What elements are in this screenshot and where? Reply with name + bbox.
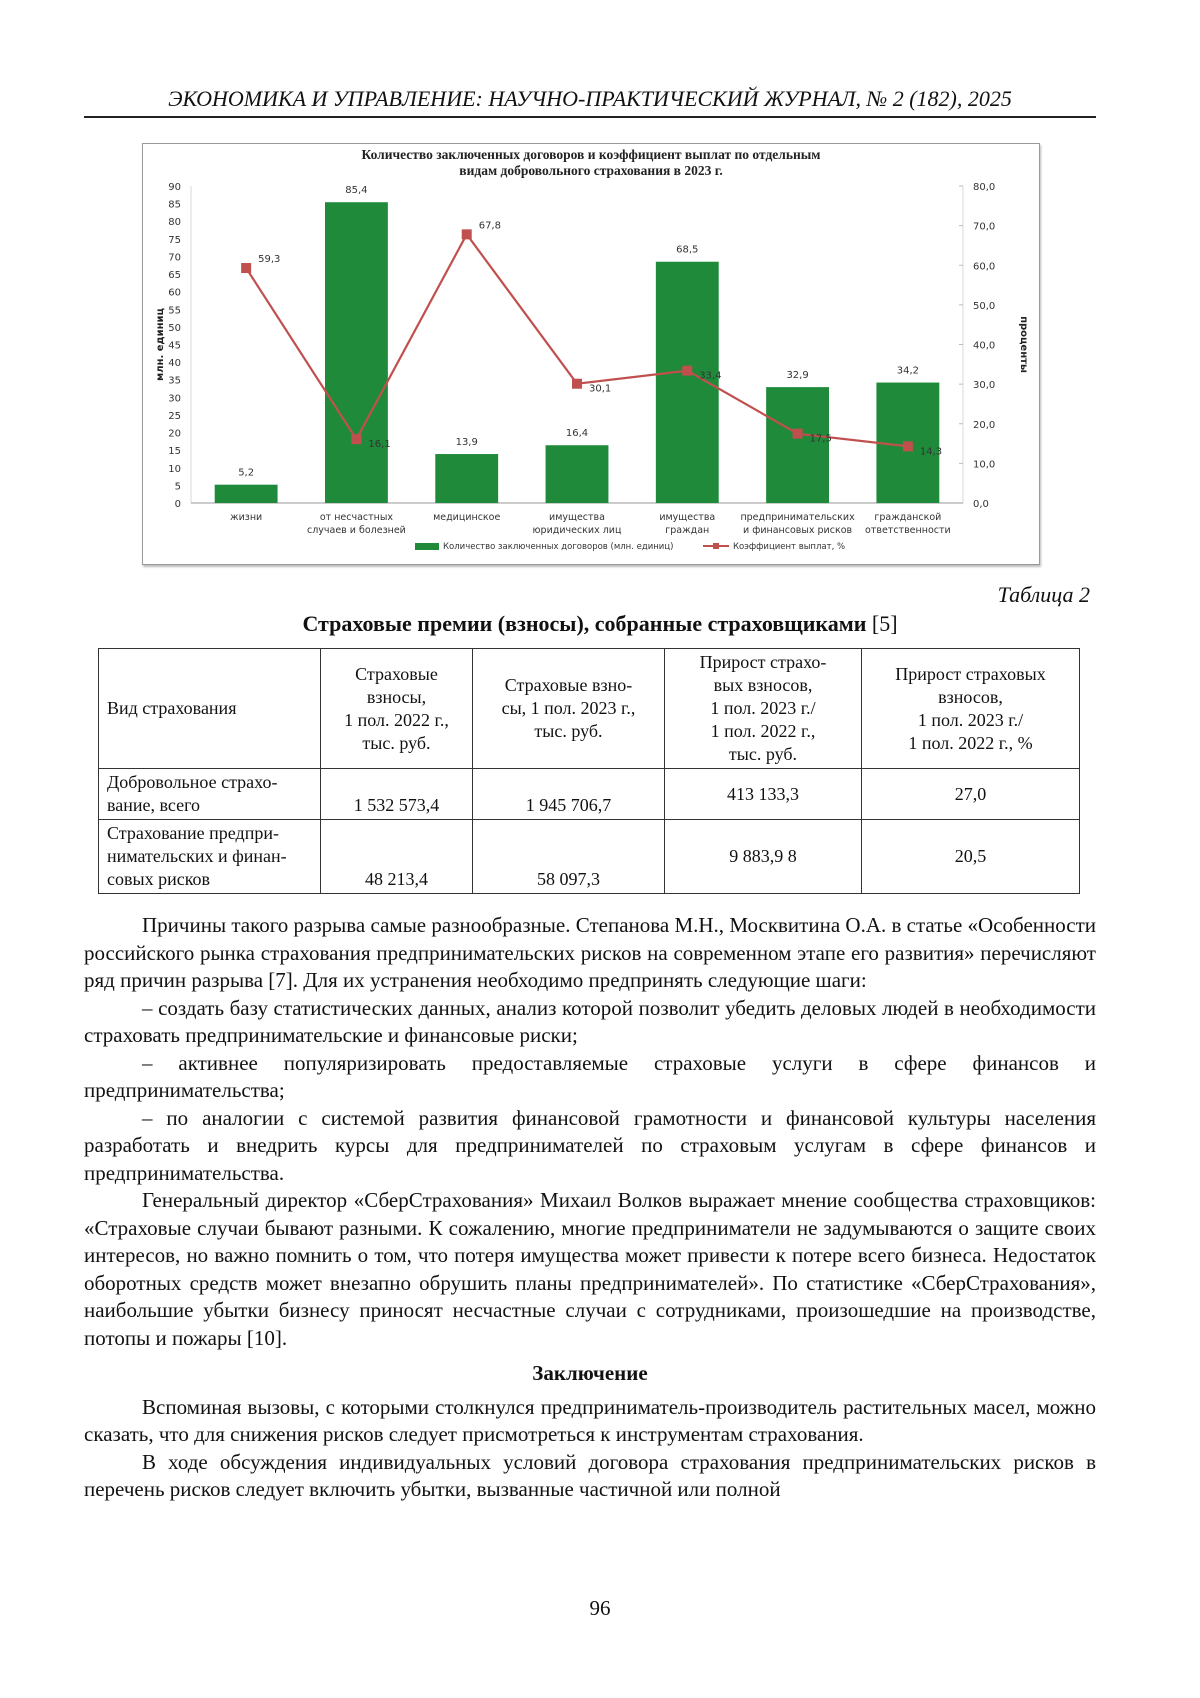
cell-line: 1 пол. 2022 г., % — [908, 732, 1033, 753]
bar — [325, 202, 391, 503]
chart-canvas — [143, 144, 1039, 564]
y-tick-label: 40 — [168, 358, 181, 370]
paragraph: Причины такого разрыва самые разнообразные. Степанова М.Н., Москвитина О.А. в статье «Особенности российского рынка страхования предпринимательских рисков на современном этапе его развития» перечисляют ряд причин разрыва [7]. Для их устранения необходимо предпринять следующие шаги: — [84, 913, 1096, 992]
y-tick-label: 60 — [168, 287, 181, 299]
legend-bar-label: Количество заключенных договоров (млн. единиц) — [443, 542, 674, 552]
cell-line: Страховые взно- — [504, 675, 633, 695]
x-tick-label: юридических лиц — [532, 525, 622, 536]
row-v2022: 48 213,4 — [321, 820, 473, 894]
row-growth-abs: 9 883,9 8 — [665, 820, 862, 894]
y-tick-label: 50 — [168, 322, 181, 334]
x-tick-label: предпринимательских — [740, 512, 855, 523]
legend-bar-swatch — [415, 543, 439, 550]
combo-chart — [142, 143, 1040, 565]
x-tick-label: граждан — [665, 525, 710, 536]
y-tick-label: 5 — [174, 481, 181, 493]
header-2022 — [321, 649, 473, 769]
table-label: Таблица 2 — [997, 582, 1090, 607]
y2-tick-label: 70,0 — [973, 221, 996, 233]
y-tick-label: 10 — [168, 463, 181, 475]
y-tick-label: 75 — [168, 234, 181, 246]
premiums-table — [98, 648, 1080, 894]
y-tick-label: 70 — [168, 252, 181, 264]
header-type — [99, 649, 321, 769]
row-name — [99, 820, 321, 894]
x-tick-label: имущества — [659, 512, 716, 523]
row-v2023: 58 097,3 — [473, 820, 665, 894]
header-growth-abs — [665, 649, 862, 769]
bar — [766, 387, 829, 503]
x-tick-label: случаев и болезней — [306, 525, 406, 536]
row-growth-pct: 20,5 — [862, 820, 1080, 894]
y2-tick-label: 10,0 — [973, 459, 996, 471]
y2-tick-label: 60,0 — [973, 261, 996, 273]
row-name — [99, 769, 321, 820]
bar — [435, 454, 498, 503]
cell-line: 1 пол. 2022 г., — [344, 709, 449, 730]
y2-tick-label: 20,0 — [973, 419, 996, 431]
y-tick-label: 30 — [168, 393, 181, 405]
y-tick-label: 80 — [168, 217, 181, 229]
paragraph: В ходе обсуждения индивидуальных условий договора страхования предпринимательских рисков в перечень рисков следует включить убытки, вызванные частичной или полной — [84, 1449, 1096, 1501]
table-header-row — [99, 649, 1080, 769]
table-row — [99, 769, 1080, 820]
cell-line: взносы, — [366, 686, 427, 707]
article-body — [84, 912, 1096, 1504]
y2-tick-label: 50,0 — [973, 300, 996, 312]
bar-data-label: 85,4 — [345, 185, 368, 197]
cell-line: совых рисков — [107, 869, 211, 889]
cell-line: тыс. руб. — [362, 732, 431, 753]
legend-line-marker — [713, 543, 719, 549]
y-tick-label: 45 — [168, 340, 181, 352]
bar — [215, 485, 278, 503]
y2-tick-label: 80,0 — [973, 182, 996, 193]
bar — [546, 445, 609, 503]
bar-data-label: 34,2 — [896, 365, 919, 377]
cell-line: тыс. руб. — [728, 744, 798, 764]
y2-tick-label: 30,0 — [973, 380, 996, 392]
y2-axis-label: проценты — [1018, 316, 1029, 373]
table-title-ref: [5] — [871, 611, 898, 636]
row-v2022: 1 532 573,4 — [321, 769, 473, 820]
line-marker — [462, 229, 472, 239]
line-data-label: 16,1 — [368, 439, 391, 451]
cell-line: Страхование предпри- — [107, 823, 279, 843]
line-data-label: 59,3 — [258, 254, 281, 266]
y2-tick-label: 40,0 — [973, 340, 996, 352]
x-tick-label: от несчастных — [319, 512, 394, 523]
page-number: 96 — [589, 1596, 611, 1620]
line-marker — [682, 366, 692, 376]
line-marker — [793, 429, 803, 439]
header-growth-pct — [862, 649, 1080, 769]
cell-line: 1 пол. 2023 г./ — [710, 698, 816, 718]
y-tick-label: 25 — [168, 410, 181, 422]
bar-data-label: 68,5 — [676, 244, 699, 256]
y-tick-label: 0 — [174, 499, 181, 510]
bar-data-label: 13,9 — [455, 437, 478, 449]
list-item: – активнее популяризировать предоставляемые страховые услуги в сфере финансов и предпринимательства; — [84, 1050, 1096, 1102]
y-tick-label: 20 — [168, 428, 181, 440]
table-title-text: Страховые премии (взносы), собранные страховщиками — [302, 611, 867, 636]
chart-title: Количество заключенных договоров и коэффициент выплат по отдельным — [361, 147, 821, 162]
list-item: – создать базу статистических данных, анализ которой позволит убедить деловых людей в необходимости страховать предпринимательские и финансовые риски; — [84, 995, 1096, 1047]
chart-title: видам добровольного страхования в 2023 г. — [459, 163, 723, 178]
x-tick-label: имущества — [549, 512, 605, 523]
y-tick-label: 90 — [168, 182, 181, 193]
row-growth-pct: 27,0 — [862, 769, 1080, 820]
line-marker — [572, 379, 582, 389]
cell-line: взносов, — [938, 686, 1003, 707]
y-tick-label: 85 — [168, 199, 181, 211]
x-tick-label: медицинское — [433, 512, 501, 523]
legend-line-label: Коэффициент выплат, % — [733, 542, 846, 552]
table-title — [0, 611, 1200, 637]
cell-line: вание, всего — [107, 795, 201, 815]
bar-data-label: 16,4 — [565, 428, 589, 440]
line-data-label: 17,5 — [809, 433, 832, 445]
cell-line: сы, 1 пол. 2023 г., — [501, 698, 636, 718]
line-data-label: 30,1 — [589, 383, 612, 395]
line-data-label: 14,3 — [919, 446, 943, 458]
row-growth-abs: 413 133,3 — [665, 769, 862, 820]
line-marker — [351, 434, 361, 444]
bar-data-label: 5,2 — [238, 467, 255, 479]
line-data-label: 67,8 — [478, 220, 501, 232]
cell-line: тыс. руб. — [534, 721, 603, 741]
cell-line: Страховые — [355, 663, 438, 684]
table-row — [99, 820, 1080, 894]
y-tick-label: 15 — [168, 446, 181, 458]
cell-line: Вид страхования — [107, 698, 237, 718]
y-tick-label: 35 — [168, 375, 181, 387]
section-title: Заключение — [532, 1361, 648, 1385]
bar-data-label: 32,9 — [786, 370, 809, 382]
line-data-label: 33,4 — [699, 370, 722, 382]
line-marker — [241, 263, 251, 273]
row-v2023: 1 945 706,7 — [473, 769, 665, 820]
list-item: – по аналогии с системой развития финансовой грамотности и финансовой культуры населения разработать и внедрить курсы для предпринимателей по страховым услугам в сфере финансов и предпринимательства. — [84, 1105, 1096, 1185]
cell-line: вых взносов, — [713, 675, 813, 695]
x-tick-label: и финансовых рисков — [743, 525, 853, 536]
cell-line: Прирост страховых — [895, 663, 1046, 684]
paragraph: Вспоминая вызовы, с которыми столкнулся предприниматель-производитель растительных масел, можно сказать, что для снижения рисков следует присмотреться к инструментам страхования. — [84, 1394, 1096, 1446]
cell-line: нимательских и финан- — [107, 846, 287, 866]
y-tick-label: 65 — [168, 270, 181, 282]
cell-line: Добровольное страхо- — [107, 772, 278, 792]
cell-line: 1 пол. 2023 г./ — [917, 709, 1024, 730]
line-marker — [903, 441, 913, 451]
y2-tick-label: 0,0 — [973, 499, 989, 510]
x-tick-label: гражданской — [874, 512, 942, 523]
cell-line: 1 пол. 2022 г., — [710, 721, 816, 741]
journal-header: ЭКОНОМИКА И УПРАВЛЕНИЕ: НАУЧНО-ПРАКТИЧЕСКИЙ ЖУРНАЛ, № 2 (182), 2025 — [84, 86, 1096, 118]
header-2023 — [473, 649, 665, 769]
y-tick-label: 55 — [168, 305, 181, 317]
paragraph: Генеральный директор «СберСтрахования» Михаил Волков выражает мнение сообщества страховщиков: «Страховые случаи бывают разными. К сожалению, многие предприниматели не задумываются о защите своих интересов, но важно помнить о том, что потеря имущества может привести к потере всего бизнеса. Недостаток оборотных средств может внезапно обрушить планы предпринимателей». По статистике «СберСтрахования», наибольшие убытки бизнесу приносят несчастные случаи с сотрудниками, произошедшие на производстве, потопы и пожары [10]. — [84, 1188, 1096, 1350]
x-tick-label: жизни — [230, 512, 263, 523]
cell-line: Прирост страхо- — [699, 652, 827, 672]
x-tick-label: ответственности — [865, 525, 951, 536]
y-axis-label: млн. единиц — [155, 308, 166, 381]
